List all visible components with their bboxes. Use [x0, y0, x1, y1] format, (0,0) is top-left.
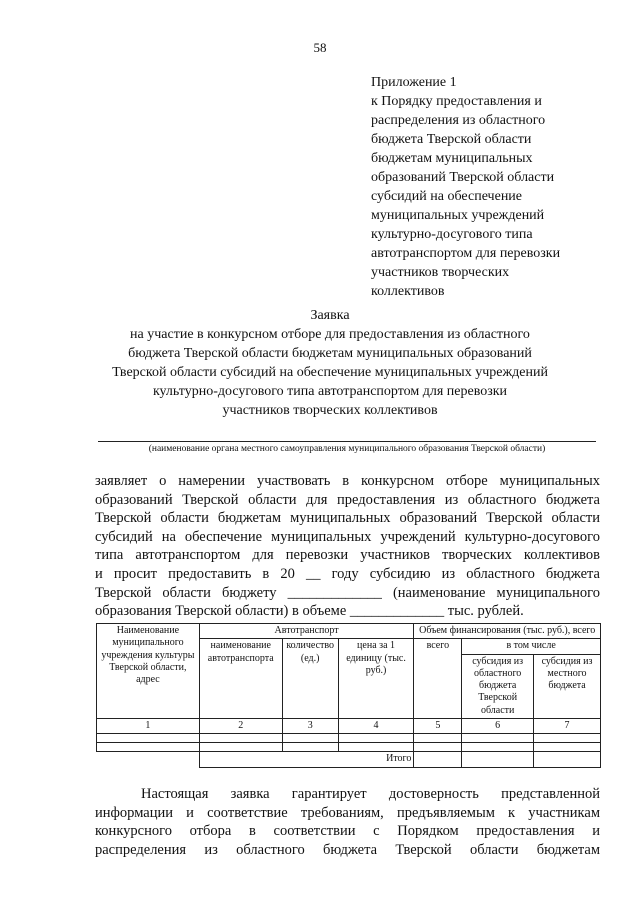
- appendix-line: бюджета Тверской области: [371, 132, 532, 147]
- table-cell: [199, 734, 282, 743]
- appendix-line: муниципальных учреждений: [371, 208, 545, 223]
- appendix-line: субсидий на обеспечение: [371, 189, 523, 204]
- body-line: образований Тверской области для предоставления из областного бюджета: [95, 491, 600, 508]
- total-cell: [414, 752, 462, 767]
- table-cell: [199, 743, 282, 752]
- appendix-line: к Порядку предоставления и: [371, 94, 542, 109]
- column-number: 3: [282, 719, 338, 734]
- title-line: участников творческих коллективов: [222, 403, 438, 418]
- header-transport-name: наименование автотранспорта: [199, 639, 282, 719]
- table-cell: [414, 743, 462, 752]
- appendix-line: автотранспортом для перевозки: [371, 246, 561, 261]
- application-body: [95, 472, 600, 621]
- table-cell: [534, 743, 601, 752]
- body-line: образования Тверской области) в объеме _____________ тыс. рублей.: [95, 603, 524, 620]
- appendix-line: бюджетам муниципальных: [371, 151, 533, 166]
- column-number: 5: [414, 719, 462, 734]
- header-financing: Объем финансирования (тыс. руб.), всего: [414, 624, 601, 639]
- header-local-subsidy: субсидия из местного бюджета: [534, 654, 601, 718]
- table-cell: [97, 734, 200, 743]
- appendix-line: коллективов: [371, 284, 445, 299]
- table-cell: [534, 734, 601, 743]
- closing-line: распределения из областного бюджета Тверской области бюджетам: [95, 841, 600, 858]
- document-title: [60, 306, 600, 420]
- page-number: 58: [313, 40, 327, 55]
- table-cell: [414, 734, 462, 743]
- table-row: [97, 734, 601, 743]
- column-number: 1: [97, 719, 200, 734]
- body-line: типа автотранспортом для перевозки участников творческих коллективов: [95, 547, 600, 564]
- appendix-line: культурно-досугового типа: [371, 227, 533, 242]
- column-number: 7: [534, 719, 601, 734]
- header-quantity: количество (ед.): [282, 639, 338, 719]
- title-line: Тверской области субсидий на обеспечение муниципальных учреждений: [112, 365, 548, 380]
- body-line: и просит предоставить в 20 __ году субсидию из областного бюджета: [95, 565, 600, 582]
- title-line: бюджета Тверской области бюджетам муниципальных образований: [128, 346, 532, 361]
- table-cell: [462, 743, 534, 752]
- authority-name-line: [98, 441, 596, 442]
- table-header-row: [97, 624, 601, 639]
- title-line: культурно-досугового типа автотранспортом для перевозки: [152, 384, 508, 399]
- table-cell: [462, 734, 534, 743]
- table-row: [97, 743, 601, 752]
- table-cell: [97, 752, 200, 767]
- financing-table: [96, 623, 601, 768]
- total-row: [97, 752, 601, 767]
- table-cell: [338, 743, 414, 752]
- body-line: Тверской области бюджету _____________ (наименование муниципального: [95, 584, 600, 601]
- body-line: субсидий на обеспечение муниципальных учреждений культурно-досугового: [95, 528, 600, 545]
- title-line: на участие в конкурсном отборе для предоставления из областного: [130, 327, 530, 342]
- total-cell: [462, 752, 534, 767]
- appendix-line: участников творческих: [371, 265, 510, 280]
- closing-line: конкурсного отбора в соответствии с Порядком предоставления и: [95, 823, 600, 840]
- header-regional-subsidy: субсидия из областного бюджета Тверской области: [462, 654, 534, 718]
- header-including: в том числе: [462, 639, 601, 654]
- closing-line: Настоящая заявка гарантирует достоверность представленной: [141, 786, 600, 802]
- appendix-line: образований Тверской области: [371, 170, 555, 185]
- title-heading: Заявка: [310, 308, 350, 323]
- table-cell: [282, 734, 338, 743]
- column-number: 2: [199, 719, 282, 734]
- body-line: Тверской области бюджетам муниципальных образований Тверской области: [95, 510, 600, 527]
- column-number: 6: [462, 719, 534, 734]
- table-cell: [338, 734, 414, 743]
- column-number: 4: [338, 719, 414, 734]
- total-cell: [534, 752, 601, 767]
- table-cell: [282, 743, 338, 752]
- table-cell: [97, 743, 200, 752]
- header-price: цена за 1 единицу (тыс. руб.): [338, 639, 414, 719]
- appendix-line: распределения из областного: [371, 113, 546, 128]
- header-total: всего: [414, 639, 462, 719]
- closing-line: информации и соответствие требованиям, предъявляемым к участникам: [95, 804, 600, 821]
- header-transport: Автотранспорт: [199, 624, 414, 639]
- appendix-line: Приложение 1: [371, 75, 457, 90]
- column-number-row: [97, 719, 601, 734]
- header-institution: Наименование муниципального учреждения культуры Тверской области, адрес: [97, 624, 200, 719]
- appendix-block: [371, 73, 611, 301]
- body-line: заявляет о намерении участвовать в конкурсном отборе муниципальных: [95, 473, 600, 489]
- guarantee-paragraph: [95, 785, 600, 859]
- total-label: Итого: [199, 752, 414, 767]
- authority-name-caption: (наименование органа местного самоуправления муниципального образования Тверской области): [148, 444, 546, 454]
